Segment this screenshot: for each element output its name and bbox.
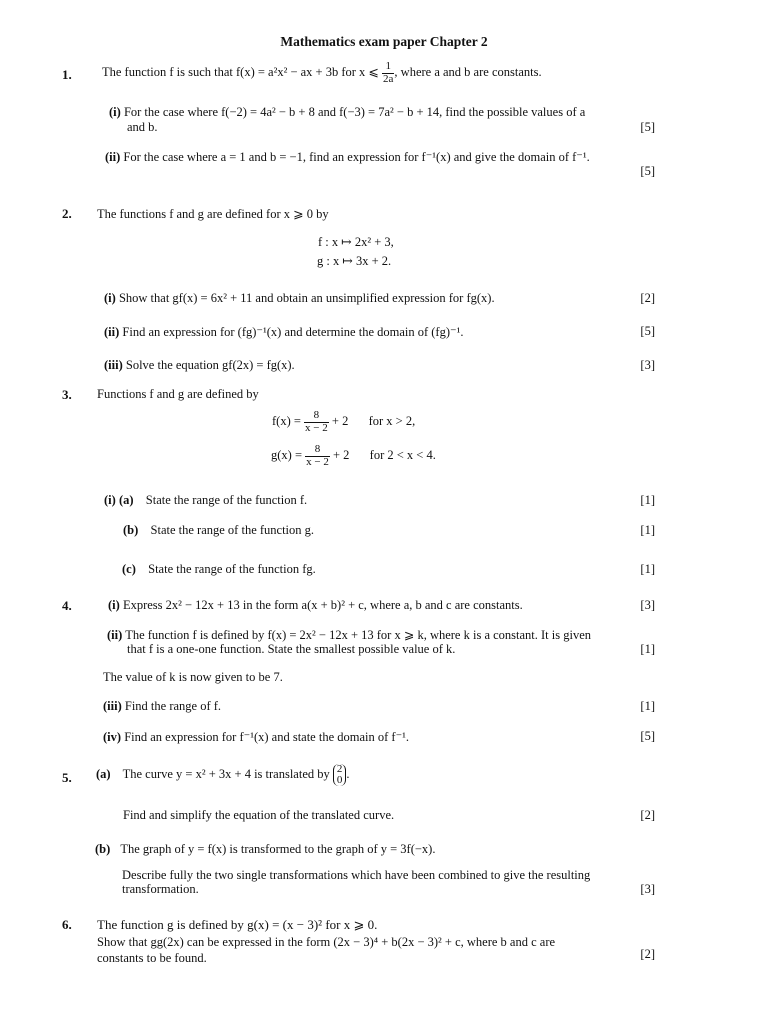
question-number-2: 2.	[62, 206, 72, 221]
q2-part-i	[104, 291, 495, 306]
q6-mark: [2]	[640, 947, 655, 961]
q4-part-ii-label: (ii)	[107, 628, 123, 642]
q1-part-i-line1: For the case where f(−2) = 4a² − b + 8 and f(−3) = 7a² − b + 14, find the possible values of a	[123, 105, 586, 119]
page-title: Mathematics exam paper Chapter 2	[280, 34, 488, 49]
q5-part-a-mark: [2]	[640, 808, 655, 822]
q5-part-a-line2: Find and simplify the equation of the translated curve.	[123, 808, 395, 822]
q2-part-ii-mark: [5]	[640, 324, 655, 338]
q2-part-iii-mark: [3]	[640, 358, 655, 372]
q1-part-ii	[105, 149, 590, 165]
q2-part-iii-label: (iii)	[104, 358, 123, 372]
q4-note: The value of k is now given to be 7.	[103, 670, 283, 684]
q2-def-f: f : x ↦ 2x² + 3,	[318, 235, 394, 249]
q4-part-i	[108, 598, 523, 613]
q3-part-c	[122, 562, 316, 577]
q4-part-iv-label: (iv)	[103, 730, 122, 744]
q2-part-iii-text: Solve the equation gf(2x) = fg(x).	[125, 358, 295, 372]
q2-part-iii	[104, 358, 295, 373]
q2-part-i-text: Show that gf(x) = 6x² + 11 and obtain an unsimplified expression for fg(x).	[118, 291, 495, 305]
question-number-1: 1.	[62, 67, 72, 82]
q3-f-rhs: + 2	[331, 413, 349, 428]
q1-frac-denominator: 2a	[383, 72, 394, 85]
q4-part-ii	[107, 627, 591, 643]
q1-part-i-label: (i)	[109, 105, 121, 119]
q4-part-iii-text: Find the range of f.	[124, 699, 222, 713]
q5-part-a-label: (a)	[96, 766, 111, 781]
q3-g-lhs: g(x) =	[271, 447, 302, 462]
q5-part-b	[95, 842, 435, 857]
q1-part-ii-line1: For the case where a = 1 and b = −1, find an expression for f⁻¹(x) and give the domain of f⁻¹.	[123, 150, 590, 164]
q5-part-b-line2: Describe fully the two single transformations which have been combined to give the resulting	[122, 868, 591, 882]
q2-part-i-mark: [2]	[640, 291, 655, 305]
q6-line2: Show that gg(2x) can be expressed in the form (2x − 3)⁴ + b(2x − 3)² + c, where b and c are	[97, 935, 556, 949]
q5-part-b-label: (b)	[95, 842, 111, 856]
q3-stem: Functions f and g are defined by	[97, 387, 259, 401]
q4-part-iv-mark: [5]	[640, 729, 655, 743]
q5-vector-bottom: 0	[336, 774, 343, 786]
q1-part-ii-mark: [5]	[640, 164, 655, 178]
q2-def-g: g : x ↦ 3x + 2.	[317, 254, 392, 268]
q3-part-b-label: (b)	[123, 523, 139, 537]
q5-translation-vector	[333, 763, 350, 786]
q2-stem: The functions f and g are defined for x ⩾ 0 by	[97, 207, 329, 221]
q6-line1: The function g is defined by g(x) = (x − 3)² for x ⩾ 0.	[97, 917, 378, 932]
q5-part-b-line1: The graph of y = f(x) is transformed to the graph of y = 3f(−x).	[120, 842, 436, 856]
q3-part-b-text: State the range of the function g.	[150, 523, 315, 537]
q1-part-i	[109, 105, 585, 120]
q3-g-condition: for 2 < x < 4.	[369, 447, 436, 462]
q5-part-a	[96, 764, 350, 786]
q4-part-ii-line1: The function f is defined by f(x) = 2x² − 12x + 13 for x ⩾ k, where k is a constant. It is given	[125, 628, 592, 642]
question-number-5: 5.	[62, 770, 72, 785]
q2-part-ii-label: (ii)	[104, 325, 120, 339]
q1-stem-text-b: , where a and b are constants.	[394, 64, 542, 79]
question-number-6: 6.	[62, 917, 72, 932]
question-number-4: 4.	[62, 598, 72, 613]
q3-g-numerator: 8	[314, 443, 321, 455]
q3-def-f	[272, 410, 415, 434]
q4-part-iv-text: Find an expression for f⁻¹(x) and state the domain of f⁻¹.	[124, 730, 410, 744]
q1-part-i-mark: [5]	[640, 120, 655, 134]
q5-part-b-mark: [3]	[640, 882, 655, 896]
q4-part-ii-line2: that f is a one-one function. State the smallest possible value of k.	[127, 642, 456, 656]
q5-vector-top: 2	[336, 763, 343, 775]
q3-part-c-label: (c)	[122, 562, 136, 576]
q2-part-i-label: (i)	[104, 291, 116, 305]
q4-part-ii-mark: [1]	[640, 642, 655, 656]
q5-part-a-line1: The curve y = x² + 3x + 4 is translated by	[122, 766, 330, 781]
q1-stem-text-a: The function f is such that f(x) = a²x² − ax + 3b for x ⩽	[102, 64, 379, 79]
q3-part-c-mark: [1]	[640, 562, 655, 576]
q2-part-ii-text: Find an expression for (fg)⁻¹(x) and determine the domain of (fg)⁻¹.	[122, 325, 464, 339]
q1-frac-numerator: 1	[385, 60, 391, 72]
q5-part-b-line3: transformation.	[122, 882, 199, 896]
q3-f-fraction	[304, 410, 329, 434]
q3-f-lhs: f(x) =	[272, 413, 301, 428]
q4-part-i-mark: [3]	[640, 598, 655, 612]
q3-part-a-label: (a)	[118, 493, 134, 507]
q4-part-iii-mark: [1]	[640, 699, 655, 713]
q1-stem	[102, 61, 542, 85]
question-number-3: 3.	[62, 387, 72, 402]
q3-part-i-a	[104, 493, 307, 508]
q3-g-rhs: + 2	[332, 447, 350, 462]
q3-part-a-mark: [1]	[640, 493, 655, 507]
q4-part-iii-label: (iii)	[103, 699, 122, 713]
q3-part-c-text: State the range of the function fg.	[148, 562, 316, 576]
q4-part-iv	[103, 729, 409, 745]
q3-f-denominator: x − 2	[305, 421, 328, 434]
q5-part-a-line1-end: .	[346, 766, 350, 781]
q3-g-denominator: x − 2	[306, 455, 329, 468]
q4-part-i-label: (i)	[108, 598, 120, 612]
q1-part-i-line2: and b.	[127, 120, 158, 134]
q3-f-numerator: 8	[313, 409, 320, 421]
q1-part-ii-label: (ii)	[105, 150, 121, 164]
q3-f-condition: for x > 2,	[368, 413, 416, 428]
q3-part-i-label: (i)	[104, 493, 116, 507]
q4-part-iii	[103, 699, 221, 714]
q3-def-g	[271, 444, 436, 468]
q3-part-a-text: State the range of the function f.	[145, 493, 308, 507]
q3-g-fraction	[305, 444, 330, 468]
q3-part-b	[123, 523, 314, 538]
q6-line3: constants to be found.	[97, 951, 207, 965]
q4-part-i-text: Express 2x² − 12x + 13 in the form a(x + b)² + c, where a, b and c are constants.	[122, 598, 523, 612]
q1-stem-fraction	[382, 61, 394, 85]
q2-part-ii	[104, 324, 463, 340]
q3-part-b-mark: [1]	[640, 523, 655, 537]
